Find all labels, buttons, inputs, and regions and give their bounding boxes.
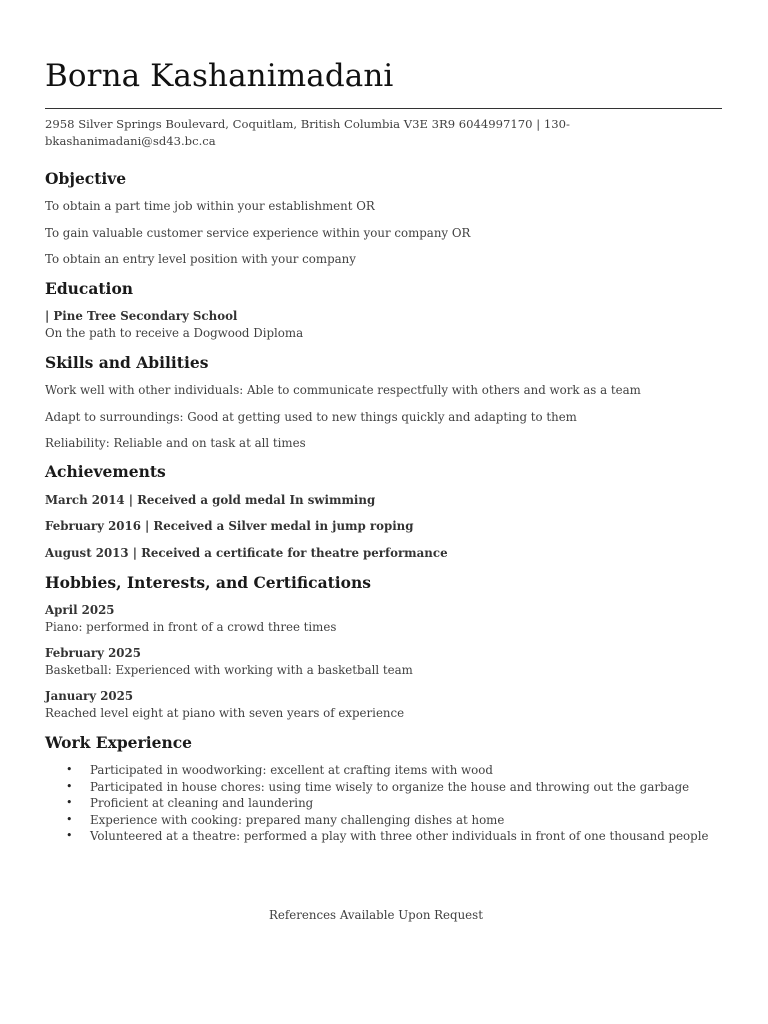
achievements-heading: Achievements: [45, 462, 166, 481]
skills-line: Work well with other individuals: Able to communicate respectfully with others and work as a team: [45, 383, 641, 397]
work-experience-list: [45, 762, 708, 845]
work-heading: Work Experience: [45, 733, 193, 752]
objective-line: To obtain a part time job within your establishment OR: [45, 199, 375, 213]
skills-heading: Skills and Abilities: [45, 353, 209, 372]
work-item-text: Participated in woodworking: excellent at crafting items with wood: [90, 763, 493, 777]
hobbies-heading: Hobbies, Interests, and Certifications: [45, 573, 371, 592]
achievement-item: August 2013 | Received a certificate for theatre performance: [45, 546, 448, 560]
bullet-icon: •: [66, 796, 73, 810]
bullet-icon: •: [66, 779, 73, 793]
contact-info: [45, 116, 605, 149]
references-note: References Available Upon Request: [269, 908, 483, 922]
list-item: [45, 828, 708, 845]
skills-line: Adapt to surroundings: Good at getting used to new things quickly and adapting to them: [45, 410, 577, 424]
header-divider: [45, 108, 722, 109]
hobby-text: Basketball: Experienced with working with a basketball team: [45, 663, 413, 677]
bullet-icon: •: [66, 829, 73, 843]
achievement-item: February 2016 | Received a Silver medal in jump roping: [45, 519, 414, 533]
hobby-date: January 2025: [45, 689, 134, 703]
work-item-text: Experience with cooking: prepared many challenging dishes at home: [90, 812, 505, 827]
work-item-text: Proficient at cleaning and laundering: [90, 796, 314, 811]
objective-line: To gain valuable customer service experience within your company OR: [45, 226, 471, 240]
bullet-icon: •: [66, 763, 73, 776]
objective-line: To obtain an entry level position with your company: [45, 252, 356, 266]
education-heading: Education: [45, 279, 134, 298]
objective-heading: Objective: [45, 169, 127, 188]
list-item: [45, 795, 708, 812]
skills-line: Reliability: Reliable and on task at all times: [45, 436, 306, 450]
hobby-text: Piano: performed in front of a crowd three times: [45, 620, 337, 634]
hobby-date: April 2025: [45, 603, 115, 617]
contact-line-1: 2958 Silver Springs Boulevard, Coquitlam, British Columbia V3E 3R9 6044997170 | 130-: [45, 117, 570, 131]
work-item-text: Participated in house chores: using time wisely to organize the house and throwing out the garbage: [90, 779, 690, 794]
hobby-date: February 2025: [45, 646, 141, 660]
achievement-item: March 2014 | Received a gold medal In swimming: [45, 493, 376, 507]
list-item: [45, 812, 708, 829]
work-item-text: Volunteered at a theatre: performed a play with three other individuals in front of one thousand people: [90, 829, 709, 844]
hobby-text: Reached level eight at piano with seven years of experience: [45, 706, 405, 720]
applicant-name: Borna Kashanimadani: [45, 58, 394, 94]
bullet-icon: •: [66, 812, 73, 826]
education-school: | Pine Tree Secondary School: [45, 309, 238, 323]
list-item: [45, 779, 708, 796]
contact-line-2: bkashanimadani@sd43.bc.ca: [45, 133, 216, 148]
list-item: [45, 762, 708, 779]
education-detail: On the path to receive a Dogwood Diploma: [45, 326, 304, 340]
